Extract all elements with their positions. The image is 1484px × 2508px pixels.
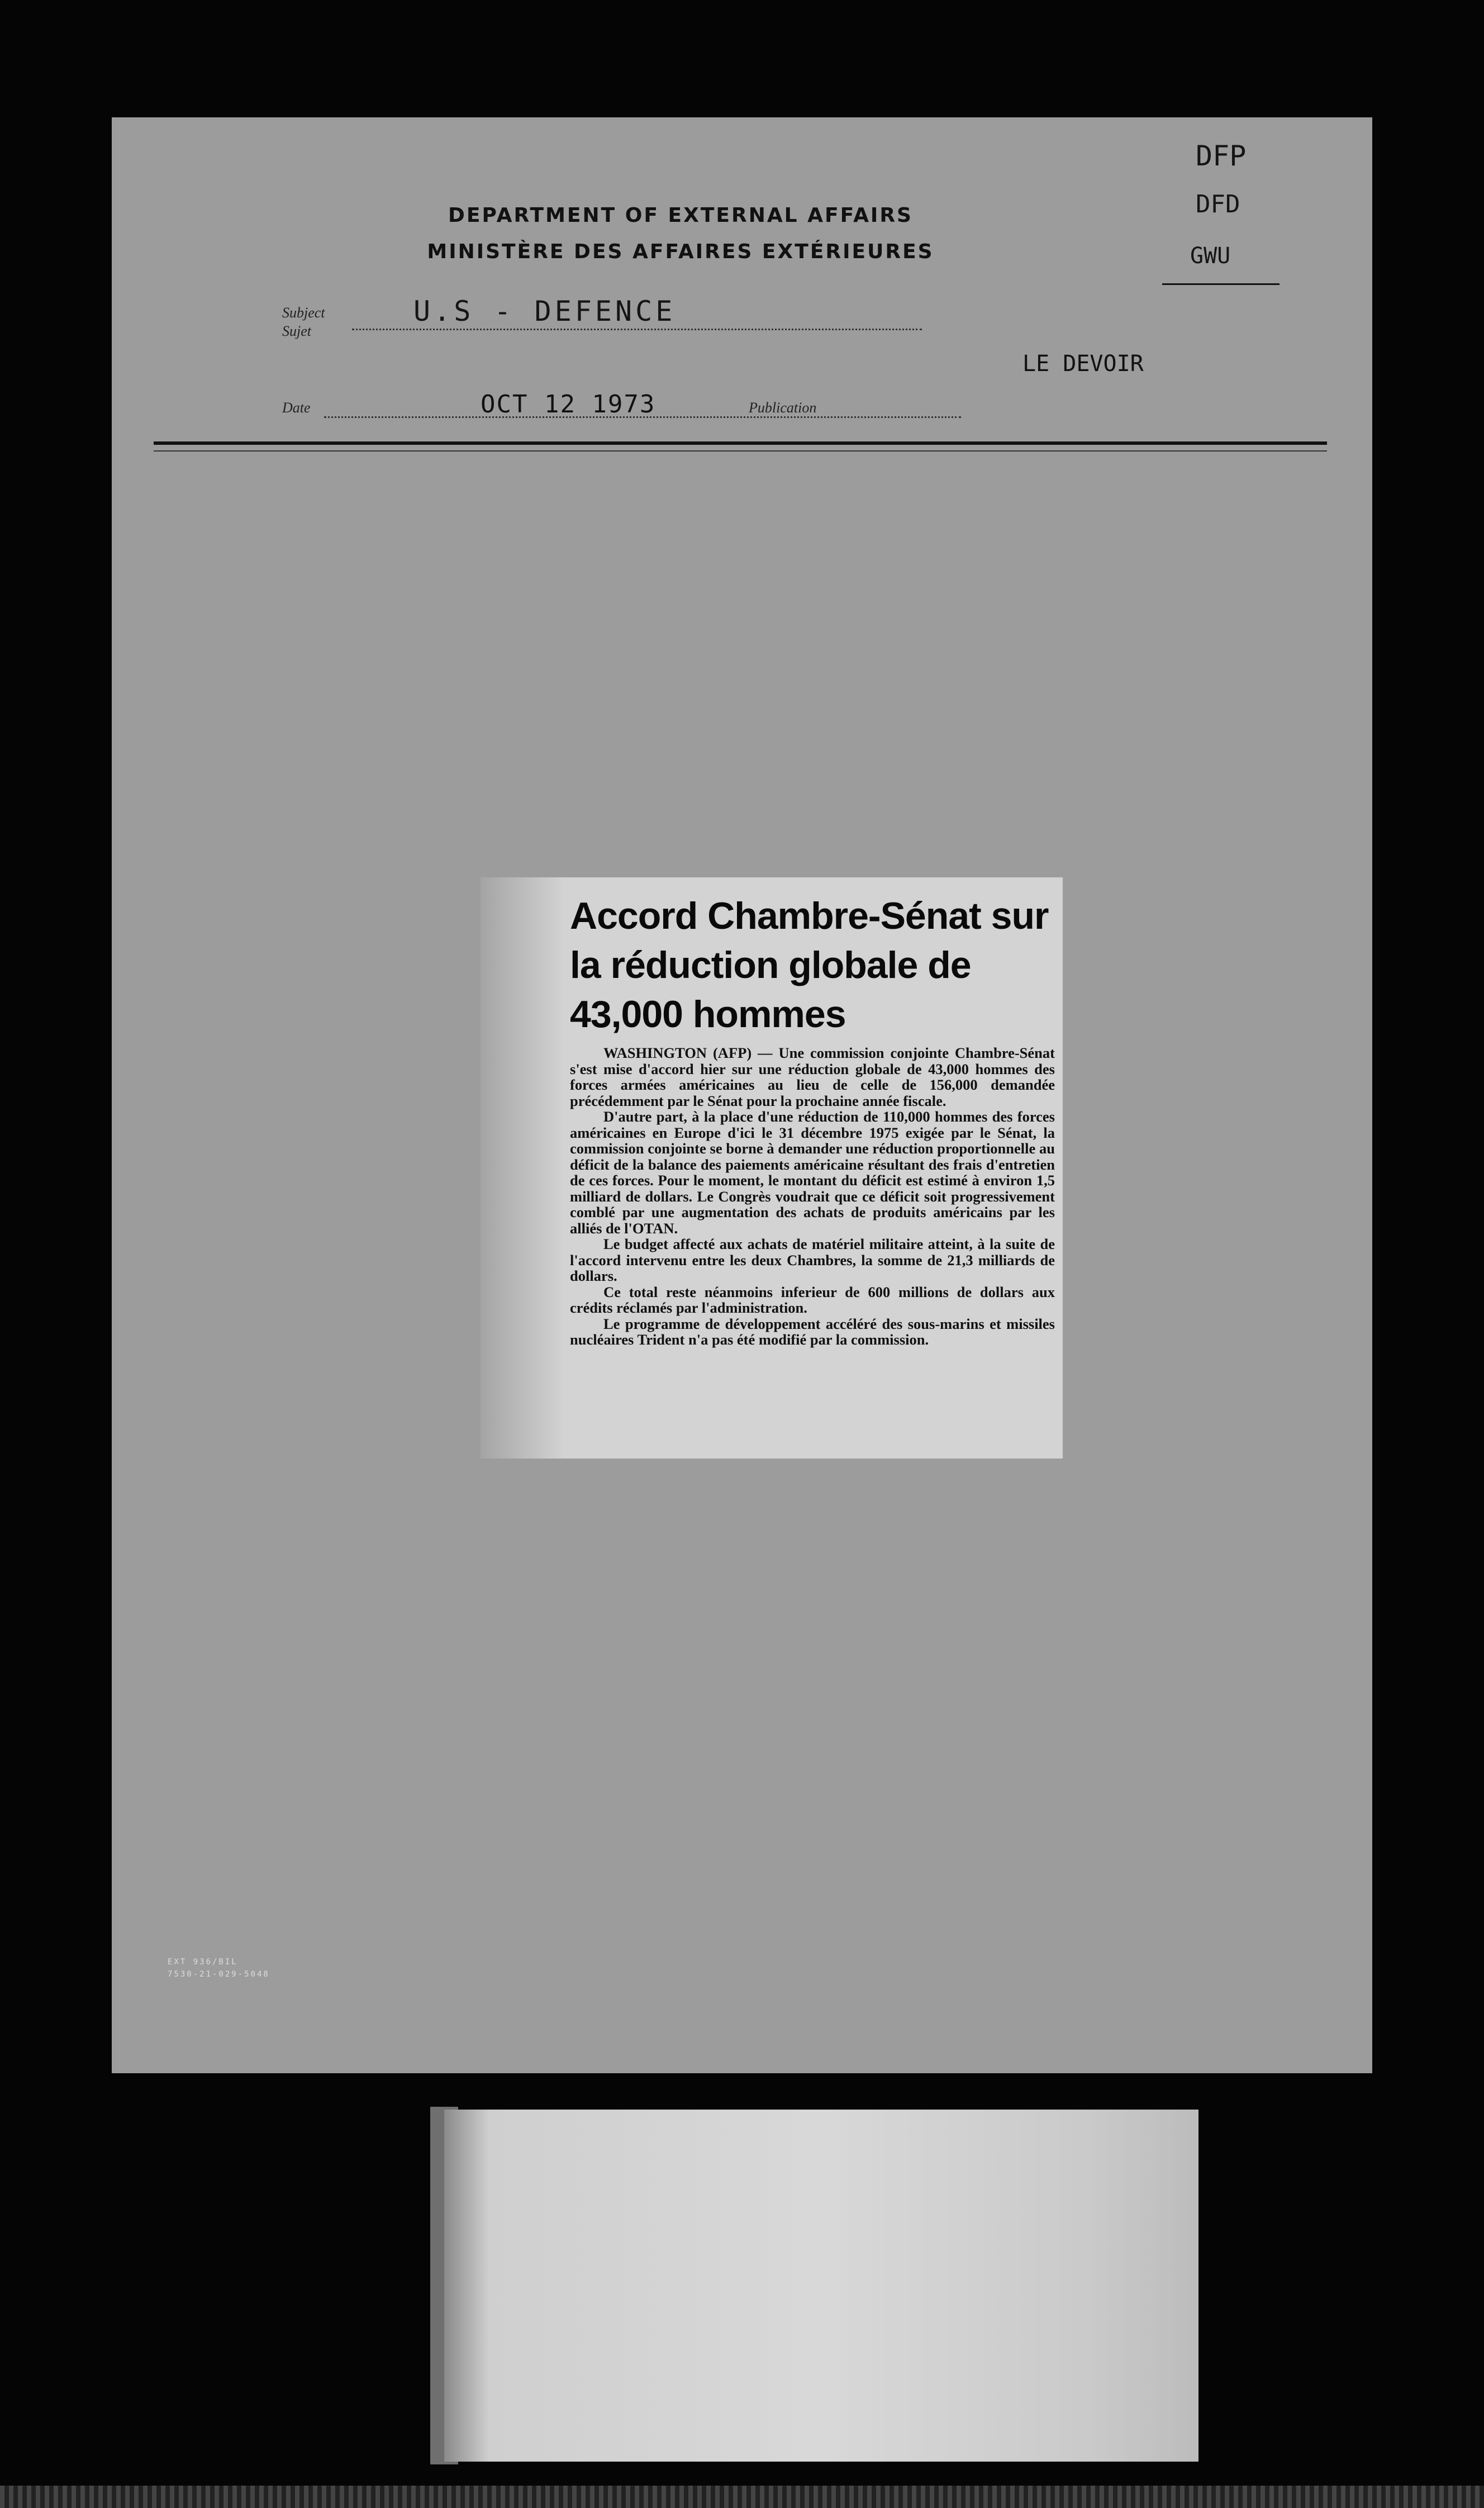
form-code-line-2: 7530-21-029-5048 [168, 1970, 270, 1979]
department-header-fr: MINISTÈRE DES AFFAIRES EXTÉRIEURES [427, 240, 934, 263]
date-label: Date [282, 400, 311, 416]
annotation-code-1: DFP [1196, 140, 1247, 172]
article-paragraph: WASHINGTON (AFP) — Une commission conjointe Chambre-Sénat s'est mise d'accord hier sur une réduction globale de 43,000 hommes des forces armées américaines au lieu de celle de 156,000 demandée précédemment par le Sénat pour la prochaine année fiscale. [570, 1044, 1055, 1109]
newspaper-clipping [481, 877, 1063, 1459]
subject-dotted-line [352, 329, 922, 330]
document-page [112, 117, 1372, 2073]
article-paragraph: Ce total reste néanmoins inferieur de 600 millions de dollars aux crédits réclamés par l'administration. [570, 1283, 1055, 1316]
envelope [444, 2110, 1198, 2462]
article-paragraph: D'autre part, à la place d'une réduction de 110,000 hommes des forces américaines en Europe d'ici le 31 décembre 1975 exigée par le Sénat, la commission conjointe se borne à demander une réduction proportionnelle au déficit de la balance des paiements américaine résultant des frais d'entretien de ces forces. Pour le moment, le montant du déficit est estimé à environ 1,5 milliard de dollars. Le Congrès voudrait que ce déficit soit progressivement comblé par une augmentation des achats de produits américains par les alliés de l'OTAN. [570, 1108, 1055, 1237]
article-paragraph: Le programme de développement accéléré des sous-marins et missiles nucléaires Trident n'a pas été modifié par la commission. [570, 1315, 1055, 1348]
subject-value: U.S - DEFENCE [413, 295, 676, 327]
annotation-stroke [1162, 283, 1280, 285]
header-rule-thin [154, 450, 1327, 452]
annotation-code-3: GWU [1190, 243, 1231, 269]
form-code [168, 1956, 270, 1980]
form-code-line-1: EXT 936/BIL [168, 1958, 238, 1966]
publication-label: Publication [749, 400, 817, 416]
subject-label-en: Subject [282, 305, 325, 321]
subject-label-fr: Sujet [282, 323, 311, 339]
annotation-code-2: DFD [1196, 190, 1240, 218]
article-body [570, 1045, 1055, 1348]
article-headline: Accord Chambre-Sénat sur la réduction globale de 43,000 hommes [570, 895, 1049, 1036]
clipping-shadow [481, 877, 564, 1459]
department-header-en: DEPARTMENT OF EXTERNAL AFFAIRS [448, 204, 913, 227]
header-rule [154, 441, 1327, 445]
article-paragraph: Le budget affecté aux achats de matériel militaire atteint, à la suite de l'accord intervenu entre les deux Chambres, la somme de 21,3 milliards de dollars. [570, 1236, 1055, 1284]
date-value: OCT 12 1973 [481, 390, 656, 419]
film-edge [0, 2486, 1484, 2508]
publication-value: LE DEVOIR [1022, 351, 1144, 377]
